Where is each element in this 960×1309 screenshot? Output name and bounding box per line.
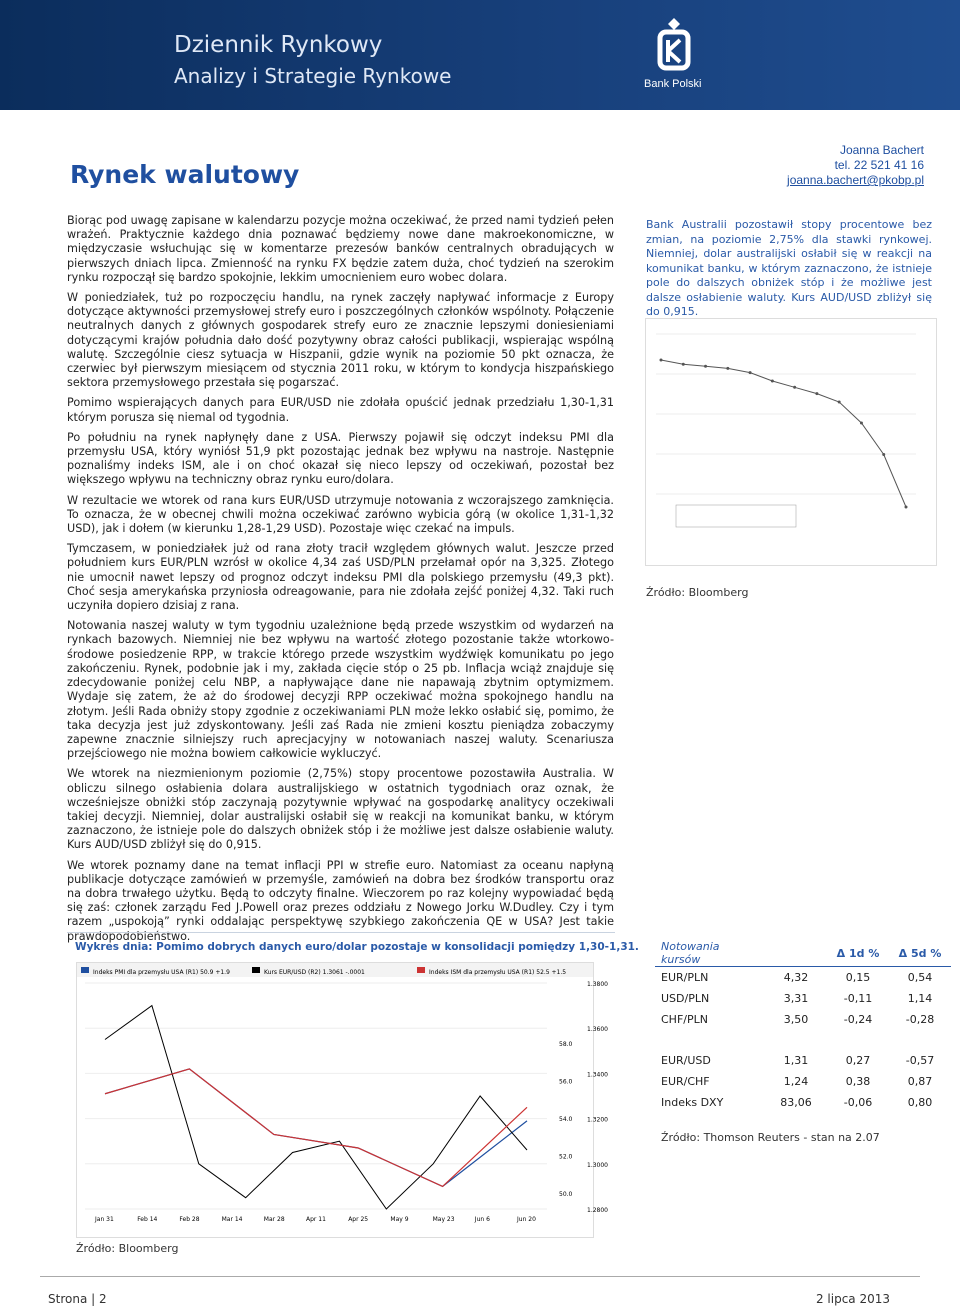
y2-tick-label: 58.0 bbox=[559, 1041, 573, 1048]
rates-table bbox=[655, 940, 951, 1113]
x-tick-label: Feb 14 bbox=[137, 1216, 158, 1223]
paragraph: W poniedziałek, tuż po rozpoczęciu handlu, na rynek zaczęły napływać informacje z Europy dotyczące aktywności przemysłowej strefy euro i poszczególnych członków wspólnoty. Połączenie neutralnych danych z głównych gospodarek strefy euro ze znacznie lepszymi doniesieniami dotyczącymi krajów południa dało dość pozytywny obraz całości publikacji, wspierając wspólną walutę. Szczególnie ciesz sytuacja w Hiszpanii, gdzie wynik na poziomie 50 pkt oznacza, że czerwiec był pierwszym miesiącem od stycznia 2011 roku, w którym to kondycja hiszpańskiego sektora przemysłowego przestała się pogarszać. bbox=[67, 291, 614, 390]
aud-usd-chart-svg bbox=[646, 319, 936, 565]
paragraph: We wtorek poznamy dane na temat inflacji PPI w strefie euro. Natomiast za oceanu napłyną publikacje dotyczące zamówień w przemyśle, zamówień na dobra bez środków transportu oraz na dobra trwałego użytku. Będą to odczyty finalne. Wieczorem po raz kolejny wypowiadać będą się zaś: członek zarządu Fed J.Powell oraz prezes oddziału z Nowego Jorku W.Dudley. Czy i tym razem „uspokoją” rynki oddalając perspektywę szybkiego zakończenia QE w USA? Jest takie prawdopodobieństwo. bbox=[67, 858, 614, 943]
x-tick-label: Apr 11 bbox=[306, 1216, 326, 1223]
table-row: EUR/PLN 4,32 0,15 0,54 bbox=[661, 971, 933, 984]
divider bbox=[67, 932, 615, 933]
legend-ism: Indeks ISM dla przemysłu USA (R1) 52.5 +1.5 bbox=[429, 969, 567, 976]
x-tick-label: Mar 14 bbox=[221, 1216, 243, 1223]
main-article bbox=[67, 214, 614, 950]
data-point bbox=[749, 371, 752, 374]
data-point bbox=[660, 359, 663, 362]
y-tick-label: 1.3200 bbox=[587, 1116, 608, 1124]
data-point bbox=[793, 386, 796, 389]
y-tick-label: 1.3600 bbox=[587, 1026, 608, 1034]
x-tick-label: Jun 6 bbox=[474, 1216, 490, 1223]
series-line bbox=[105, 1006, 527, 1209]
pko-logo-icon bbox=[654, 18, 694, 74]
rates-header-1d: Δ 1d % bbox=[827, 940, 889, 967]
legend-pmi: Indeks PMI dla przemysłu USA (R1) 50.9 +1.9 bbox=[93, 969, 230, 976]
y2-tick-label: 54.0 bbox=[559, 1116, 573, 1123]
data-point bbox=[771, 380, 774, 383]
x-tick-label: May 23 bbox=[432, 1216, 455, 1223]
footer-divider bbox=[40, 1276, 920, 1277]
legend-eurusd: Kurs EUR/USD (R2) 1.3061 -.0001 bbox=[264, 969, 365, 976]
y2-tick-label: 50.0 bbox=[559, 1191, 573, 1198]
bank-name: Bank Polski bbox=[644, 78, 702, 90]
data-point bbox=[838, 401, 841, 404]
paragraph: W rezultacie we wtorek od rana kurs EUR/USD utrzymuje notowania z wczorajszego zamknięcia. To oznacza, że w obecnej chwili można oczekiwać zarówno wybicia górą (w okolice 1,31-1,32 USD), jak i dołem (w kierunku 1,28-1,29 USD). Pozostaje więc czekać na impuls. bbox=[67, 493, 614, 536]
rates-header-5d: Δ 5d % bbox=[889, 940, 951, 967]
footer-date: 2 lipca 2013 bbox=[815, 1292, 890, 1306]
x-tick-label: Jan 31 bbox=[95, 1216, 114, 1223]
data-point bbox=[815, 392, 818, 395]
table-row: USD/PLN 3,31 -0,11 1,14 bbox=[661, 992, 933, 1005]
rates-header bbox=[655, 940, 951, 967]
series-line bbox=[105, 1069, 527, 1187]
y2-tick-label: 52.0 bbox=[559, 1153, 573, 1161]
data-point bbox=[704, 365, 707, 368]
paragraph: Biorąc pod uwagę zapisane w kalendarzu pozycje można oczekiwać, że przed nami tydzień pełen wrażeń. Praktycznie każdego dnia poznawać będziemy nowe dane makroekonomiczne, w międzyczasie wsłuchując się w komentarze prezesów banków centralnych obradujących w pierwszych dniach lipca. Zmienność na rynku FX będzie zatem duża, choć tydzień na szerokim rynku rozpoczął się bardzo spokojnie, lekkim umocnieniem euro wobec dolara. bbox=[67, 214, 614, 284]
data-point bbox=[726, 367, 729, 370]
eurusd-pmi-chart-svg bbox=[77, 963, 608, 1237]
rates-header-value bbox=[765, 940, 827, 967]
section-title: Rynek walutowy bbox=[70, 160, 300, 189]
rates-header-label: Notowania kursów bbox=[655, 940, 765, 967]
source-label: Źródło: Bloomberg bbox=[646, 586, 749, 599]
sidebar-note: Bank Australii pozostawił stopy procentowe bez zmian, na poziomie 2,75% dla stawki rynkowej. Niemniej, dolar australijski osłabił się w reakcji na komunikat banku, w którym zaznaczono, że istnieje pole do dalszych obniżek stóp i że możliwe jest dalsze osłabienie waluty. Kurs AUD/USD zbliżył się do 0,915. bbox=[646, 218, 932, 318]
author-name: Joanna Bachert bbox=[839, 143, 924, 157]
aud-usd-chart bbox=[645, 318, 937, 566]
header-banner bbox=[0, 0, 960, 110]
table-row: EUR/USD 1,31 0,27 -0,57 bbox=[661, 1054, 935, 1067]
x-tick-label: Jun 20 bbox=[517, 1216, 536, 1223]
eurusd-pmi-chart bbox=[76, 962, 608, 1238]
table-row: Indeks DXY 83,06 -0,06 0,80 bbox=[661, 1096, 933, 1109]
chart-title: Wykres dnia: Pomimo dobrych danych euro/dolar pozostaje w konsolidacji pomiędzy 1,30-1,31. bbox=[75, 941, 639, 953]
author-block bbox=[787, 143, 924, 188]
x-tick-label: Apr 25 bbox=[348, 1216, 369, 1223]
legend-box bbox=[676, 505, 796, 527]
aud-usd-series-line bbox=[661, 360, 906, 507]
y-tick-label: 1.3000 bbox=[587, 1161, 608, 1169]
paragraph: Notowania naszej waluty w tym tygodniu uzależnione będą przede wszystkim od wydarzeń na rynkach bazowych. Niemniej nie bez wpływu na wartość złotego pozostanie także wtorkowo-środowe posiedzenie RPP, w trakcie którego przede wszystkim wydźwięk komunikatu po jego zakończeniu. Rynek, podobnie jak i my, zakłada cięcie stóp o 25 pb. Inflacja wciąż znajduje się zdecydowanie poniżej celu NBP, a napływające dane nie napawają zbytnim optymizmem. Wydaje się zatem, że aż do środowej decyzji RPP oczekiwać można spokojnego handlu na złotym. Jeśli Rada obniży stopy zgodnie z oczekiwaniami PLN może lekko osłabić się, pomimo, że taka decyzja jest już zdyskontowany. Jeśli zaś Rada nie zmieni kosztu pieniądza zobaczymy zapewne znacznie silniejszy ruch aprecjacyjny w notowaniach naszej waluty. Scenariusza przejściowego nie można bowiem całkowicie wykluczyć. bbox=[67, 619, 614, 761]
paragraph: We wtorek na niezmienionym poziomie (2,75%) stopy procentowe pozostawiła Australia. W obliczu silnego osłabienia dolara australijskiego w ostatnich tygodniach oraz oznak, że wcześniejsze obniżki stóp zaczynają pozytywnie wpływać na gospodarkę analitycy oczekiwali takiej decyzji. Niemniej, dolar australijski osłabił się w reakcji na komunikat banku, w którym zaznaczono, że istnieje pole do dalszych obniżek stóp i że możliwe jest dalsze osłabienie waluty. Kurs AUD/USD zbliżył się do 0,915. bbox=[67, 767, 614, 852]
y-tick-label: 1.3400 bbox=[587, 1071, 608, 1079]
y2-tick-label: 56.0 bbox=[559, 1078, 573, 1086]
header-subtitle: Analizy i Strategie Rynkowe bbox=[174, 64, 452, 88]
paragraph: Tymczasem, w poniedziałek już od rana złoty tracił względem głównych walut. Jeszcze przed południem kurs EUR/PLN wzrósł w okolice 4,34 zaś USD/PLN przełamał opór na 3,325. Złotego nie umocnił nawet lepszy od prognoz odczyt indeksu PMI dla polskiego przemysłu (49,3 pkt). Choć sesja amerykańska przyniosła odreagowanie, para nie zdołała zejść poniżej 4,32. Taki ruch uczyniła dopiero dzisiaj z rana. bbox=[67, 542, 614, 613]
series-line bbox=[105, 1069, 527, 1187]
author-email-link[interactable]: joanna.bachert@pkobp.pl bbox=[787, 173, 924, 187]
y-tick-label: 1.3800 bbox=[587, 981, 608, 988]
data-point bbox=[882, 453, 885, 456]
paragraph: Po południu na rynek napłynęły dane z USA. Pierwszy pojawił się odczyt indeksu PMI dla przemysłu USA, który wyniósł 51,9 pkt pozostając jednak bez wpływu na nastroje. Następnie poznaliśmy indeks ISM, ale i on choć okazał się nieco lepszy od oczekiwań, pozostał bez większego wpływu na techniczny obraz rynku euro/dolara. bbox=[67, 430, 614, 487]
pko-logo bbox=[640, 18, 710, 98]
source-label: Źródło: Thomson Reuters - stan na 2.07 bbox=[661, 1131, 880, 1144]
data-point bbox=[905, 506, 908, 509]
header-title: Dziennik Rynkowy bbox=[174, 32, 383, 58]
x-tick-label: Feb 28 bbox=[179, 1216, 200, 1223]
data-point bbox=[860, 422, 863, 425]
paragraph: Pomimo wspierających danych para EUR/USD nie zdołała opuścić jednak przedziału 1,30-1,31 którym porusza się niemal od tygodnia. bbox=[67, 396, 614, 424]
y-tick-label: 1.2800 bbox=[587, 1207, 608, 1214]
source-label: Źródło: Bloomberg bbox=[76, 1242, 179, 1255]
x-tick-label: May 9 bbox=[390, 1216, 409, 1223]
data-point bbox=[682, 363, 685, 366]
page-number: Strona | 2 bbox=[48, 1292, 107, 1306]
x-tick-label: Mar 28 bbox=[263, 1216, 285, 1223]
author-phone: tel. 22 521 41 16 bbox=[834, 158, 924, 172]
table-row: EUR/CHF 1,24 0,38 0,87 bbox=[661, 1075, 933, 1088]
table-row: CHF/PLN 3,50 -0,24 -0,28 bbox=[661, 1013, 935, 1026]
